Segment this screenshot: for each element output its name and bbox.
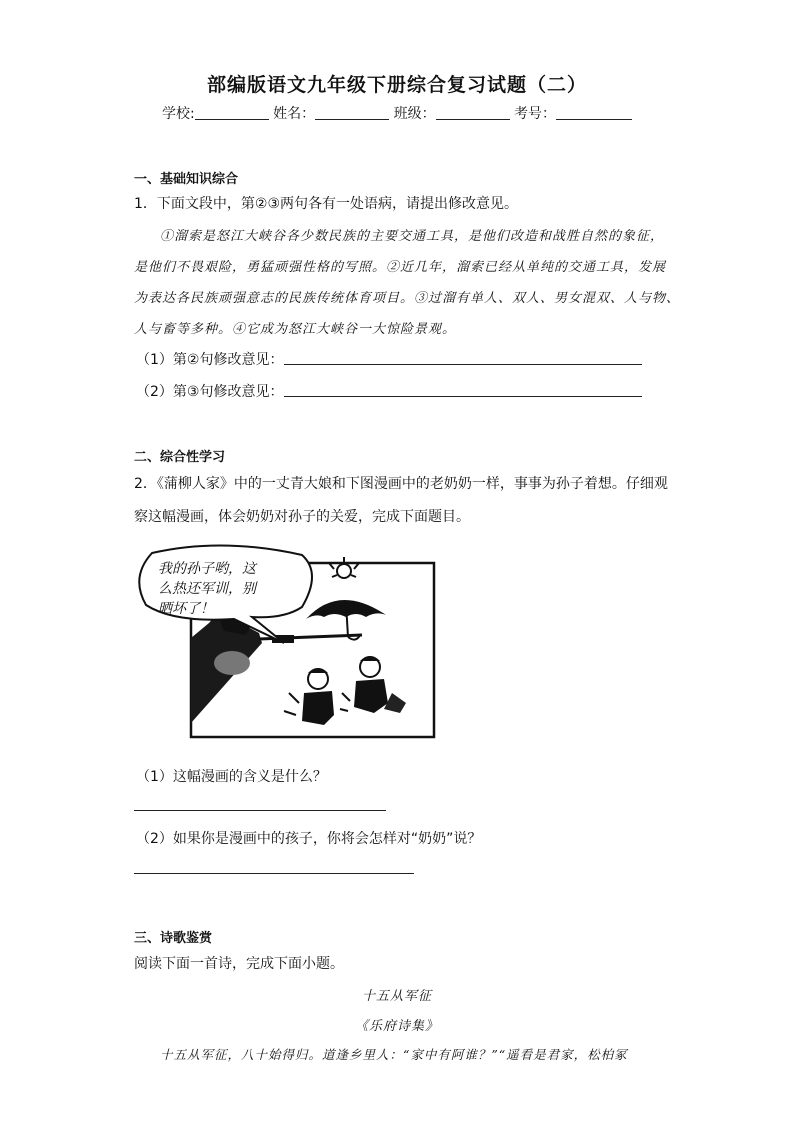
name-label: 姓名： xyxy=(273,106,316,122)
q1-sub1-label: （1）第②句修改意见： xyxy=(136,352,284,368)
q1-sub1-answer-line[interactable] xyxy=(284,364,642,365)
grandma-shadow-blot xyxy=(214,651,250,675)
poem-title: 十五从军征 xyxy=(361,989,432,1004)
speech-line-3: 晒坏了！ xyxy=(158,601,214,617)
question-2-line-1: 2．《蒲柳人家》中的一丈青大娘和下图漫画中的老奶奶一样，事事为孙子着想。仔细观 xyxy=(134,476,668,492)
school-label: 学校: xyxy=(161,106,195,122)
speech-line-2: 么热还军训，别 xyxy=(158,581,256,597)
poem-source: 《乐府诗集》 xyxy=(354,1019,439,1034)
question-1: 1．下面文段中，第②③两句各有一处语病，请提出修改意见。 xyxy=(134,196,519,212)
section-2-heading: 二、综合性学习 xyxy=(134,450,226,465)
school-blank[interactable] xyxy=(195,105,269,120)
q2-sub2-label: （2）如果你是漫画中的孩子，你将会怎样对“奶奶”说？ xyxy=(136,831,482,847)
name-blank[interactable] xyxy=(315,105,389,120)
speech-line-1: 我的孙子哟，这 xyxy=(158,561,256,577)
section-3-intro: 阅读下面一首诗，完成下面小题。 xyxy=(134,956,344,972)
exam-number-blank[interactable] xyxy=(556,105,632,120)
q2-sub1-answer-line[interactable] xyxy=(134,810,386,811)
poem-line-1: 十五从军征，八十始得归。道逢乡里人：“家中有阿谁？”“遥看是君家，松柏冢 xyxy=(160,1047,628,1062)
passage-line-1: ①溜索是怒江大峡谷各少数民族的主要交通工具，是他们改造和战胜自然的象征， xyxy=(160,229,665,244)
cartoon-image xyxy=(134,543,438,739)
q2-sub2-answer-line[interactable] xyxy=(134,873,414,874)
passage-line-3: 为表达各民族顽强意志的民族传统体育项目。③过溜有单人、双人、男女混双、人与物、 xyxy=(134,291,681,306)
passage-line-2: 是他们不畏艰险，勇猛顽强性格的写照。②近几年，溜索已经从单纯的交通工具，发展 xyxy=(134,260,667,275)
q1-sub2-label: （2）第③句修改意见： xyxy=(136,384,284,400)
section-3-heading: 三、诗歌鉴赏 xyxy=(134,931,213,946)
question-2-line-2: 察这幅漫画，体会奶奶对孙子的关爱，完成下面题目。 xyxy=(134,509,470,525)
class-label: 班级： xyxy=(393,106,436,122)
q1-sub2-answer-line[interactable] xyxy=(284,396,642,397)
section-1-heading: 一、基础知识综合 xyxy=(134,172,239,187)
class-blank[interactable] xyxy=(436,105,510,120)
exam-number-label: 考号： xyxy=(514,106,557,122)
page-title: 部编版语文九年级下册综合复习试题（二） xyxy=(206,74,587,96)
student-info-row xyxy=(0,103,794,123)
q2-sub1-label: （1）这幅漫画的含义是什么？ xyxy=(136,769,327,785)
passage-line-4: 人与畜等多种。④它成为怒江大峡谷一大惊险景观。 xyxy=(134,322,457,337)
